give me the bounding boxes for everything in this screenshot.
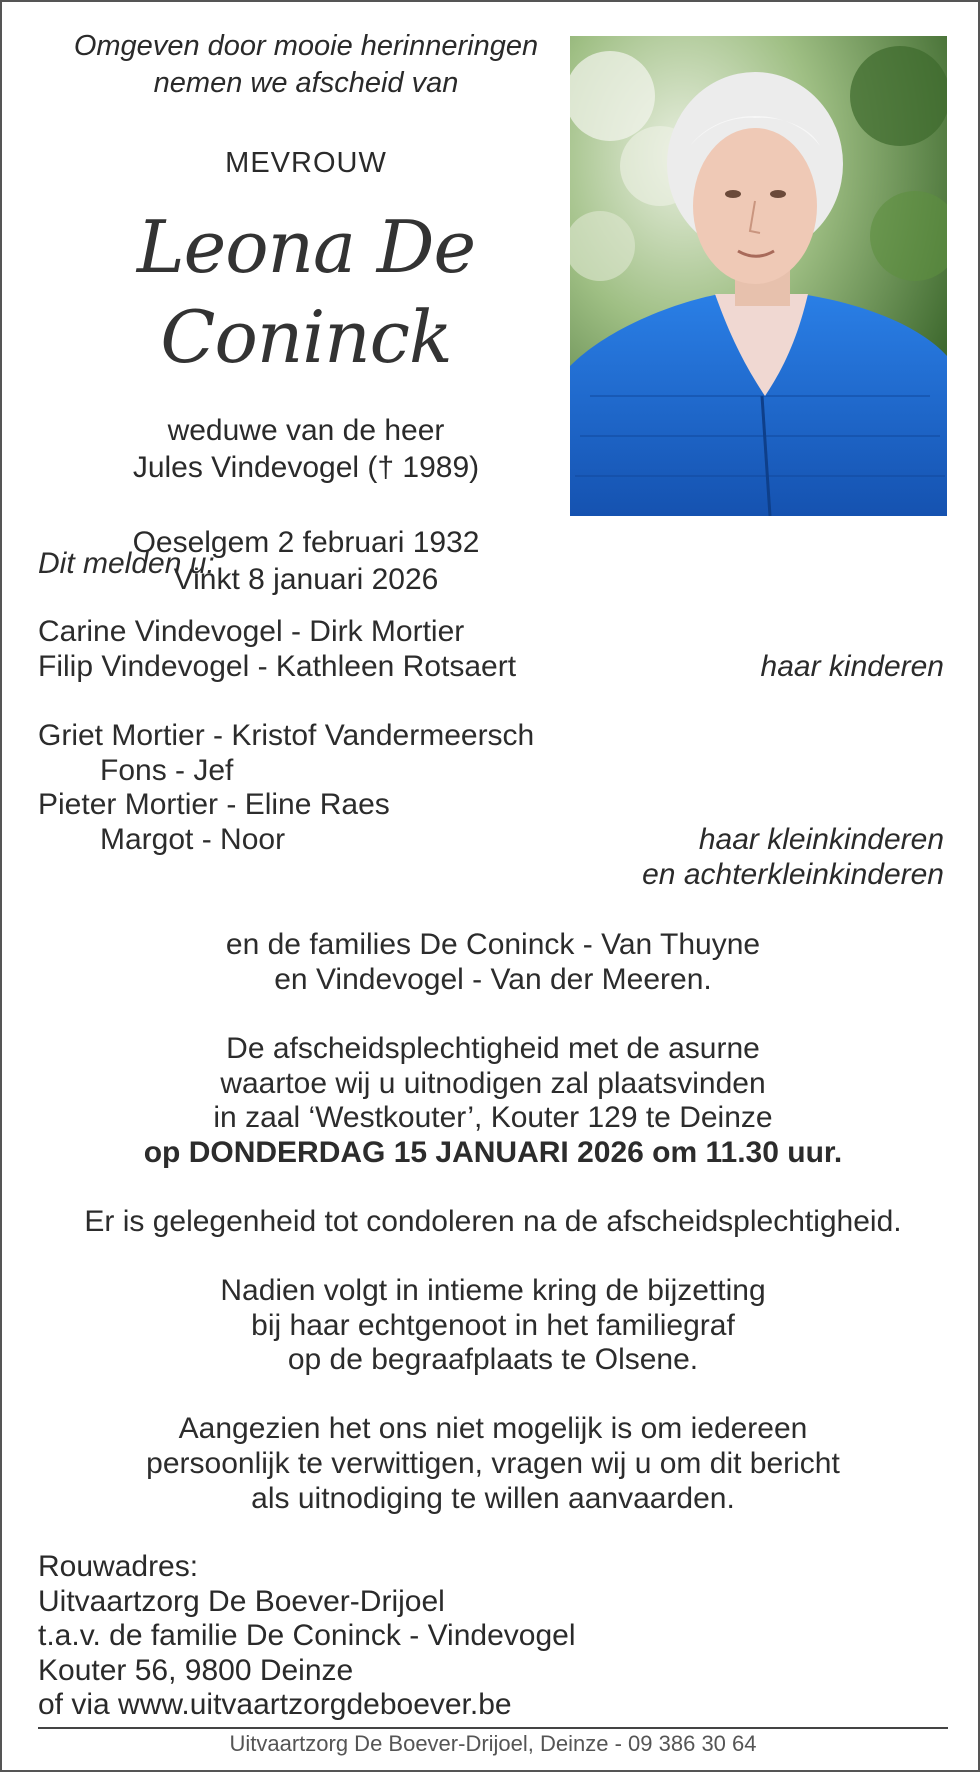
great-grandchildren-role: en achterkleinkinderen <box>642 858 944 891</box>
spouse-line-2: Jules Vindevogel († 1989) <box>132 451 480 484</box>
notify-heading: Dit melden u: <box>38 547 215 580</box>
children-role: haar kinderen <box>760 650 944 683</box>
grandchildren-line-1: Griet Mortier - Kristof Vandermeersch <box>38 719 535 752</box>
burial-line-3: op de begraafplaats te Olsene. <box>287 1343 699 1376</box>
address-line-2: t.a.v. de familie De Coninck - Vindevogel <box>38 1619 576 1652</box>
burial-line-2: bij haar echtgenoot in het familiegraf <box>251 1309 735 1342</box>
address-website-link[interactable]: of via www.uitvaartzorgdeboever.be <box>38 1688 512 1721</box>
children-line-1: Carine Vindevogel - Dirk Mortier <box>38 615 465 648</box>
intro-line-2: nemen we afscheid van <box>153 67 459 99</box>
families-line-1: en de families De Coninck - Van Thuyne <box>225 928 761 961</box>
address-line-3: Kouter 56, 9800 Deinze <box>38 1653 354 1687</box>
spouse-line-1: weduwe van de heer <box>167 414 445 447</box>
deceased-name: Leona De Coninck <box>136 205 476 379</box>
families-line-2: en Vindevogel - Van der Meeren. <box>274 963 712 996</box>
grandchildren-line-4: Margot - Noor <box>100 823 286 856</box>
ceremony-line-1: De afscheidsplechtigheid met de asurne <box>226 1032 760 1065</box>
grandchildren-line-3: Pieter Mortier - Eline Raes <box>38 788 390 821</box>
grandchildren-line-2: Fons - Jef <box>100 754 234 787</box>
burial-line-1: Nadien volgt in intieme kring de bijzetting <box>220 1274 766 1307</box>
portrait-photo <box>570 36 947 516</box>
ceremony-line-3: in zaal ‘Westkouter’, Kouter 129 te Deinze <box>213 1101 773 1134</box>
ceremony-date-time: op DONDERDAG 15 JANUARI 2026 om 11.30 uur. <box>143 1136 843 1169</box>
footer-divider <box>38 1727 948 1729</box>
grandchildren-role: haar kleinkinderen <box>698 823 944 856</box>
intro-line-1: Omgeven door mooie herinneringen <box>73 30 539 62</box>
notice-line-2: persoonlijk te verwittigen, vragen wij u om dit bericht <box>146 1447 840 1480</box>
address-label: Rouwadres: <box>38 1550 199 1583</box>
portrait-icon <box>570 36 947 516</box>
notice-line-3: als uitnodiging te willen aanvaarden. <box>251 1482 735 1515</box>
children-line-2: Filip Vindevogel - Kathleen Rotsaert <box>38 650 517 683</box>
honorific-title: MEVROUW <box>225 147 387 179</box>
footer-text: Uitvaartzorg De Boever-Drijoel, Deinze - 09 386 30 64 <box>229 1731 757 1756</box>
mourning-address <box>38 1550 576 1723</box>
birth-date: Oeselgem 2 februari 1932 <box>132 526 480 559</box>
death-date: Vinkt 8 januari 2026 <box>173 563 439 596</box>
header-block <box>40 28 572 598</box>
condolence-line: Er is gelegenheid tot condoleren na de afscheidsplechtigheid. <box>84 1205 902 1238</box>
notice-line-1: Aangezien het ons niet mogelijk is om iedereen <box>178 1412 808 1445</box>
address-line-1: Uitvaartzorg De Boever-Drijoel <box>38 1584 445 1618</box>
ceremony-line-2: waartoe wij u uitnodigen zal plaatsvinden <box>220 1067 766 1100</box>
